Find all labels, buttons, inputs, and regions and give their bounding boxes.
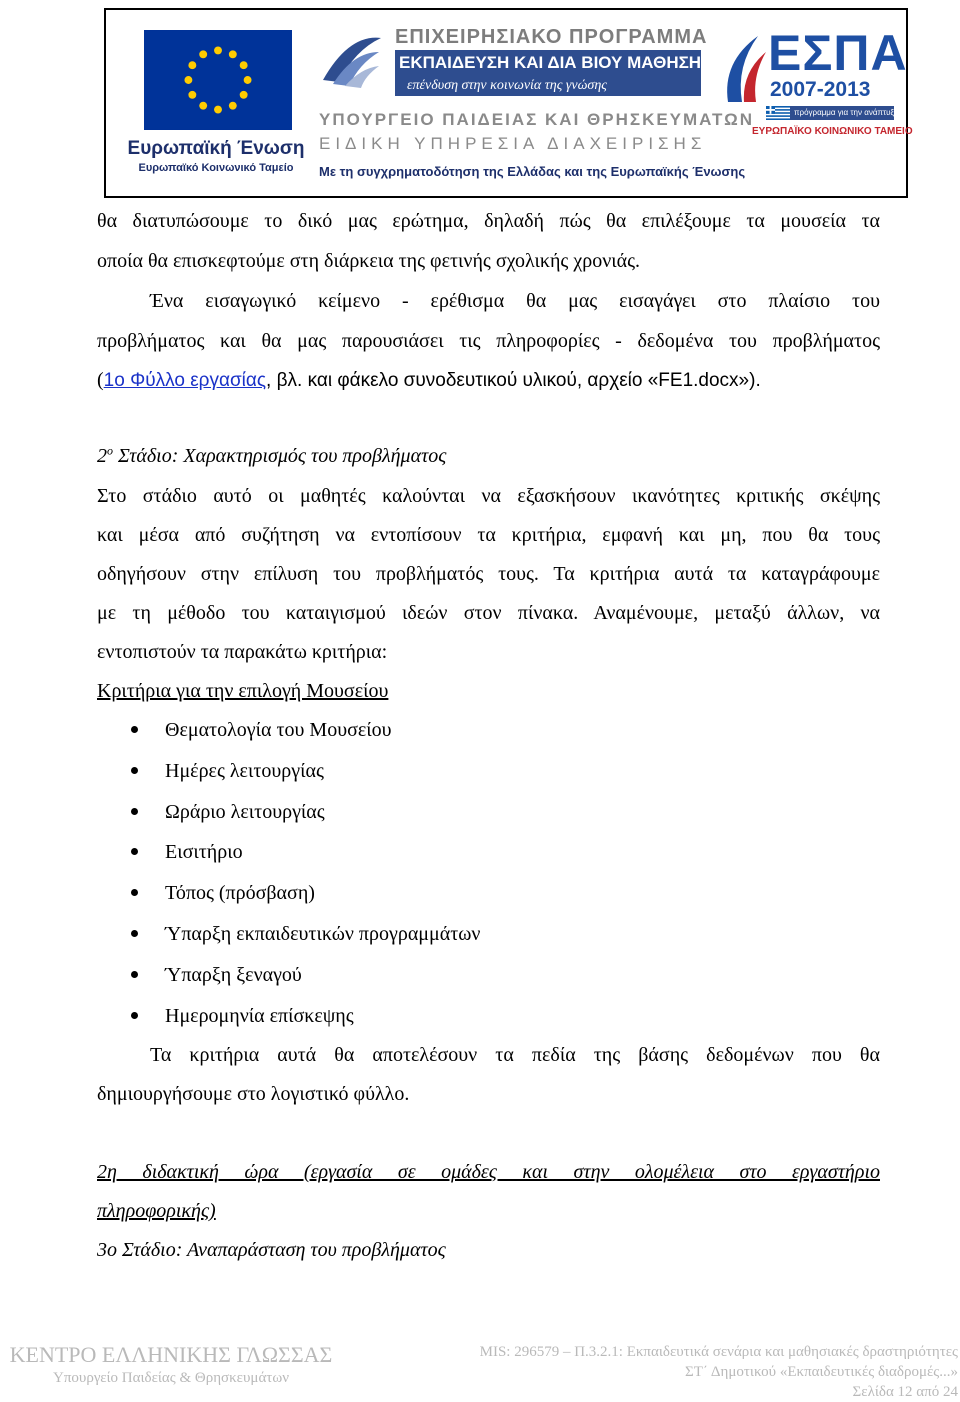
hour-2-heading-line-2	[97, 1191, 880, 1231]
bullet-icon	[131, 767, 138, 774]
greek-flag-icon	[766, 106, 790, 120]
list-item	[97, 996, 880, 1037]
criterion-label: Θεματολογία του Μουσείου	[165, 719, 392, 741]
espa-years: 2007-2013	[770, 78, 871, 101]
criteria-heading-text: Κριτήρια για την επιλογή Μουσείου	[97, 680, 389, 702]
bullet-icon	[131, 1012, 138, 1019]
page-number: Σελίδα 12 από 24	[852, 1384, 958, 1400]
list-item	[97, 955, 880, 996]
list-item	[97, 751, 880, 792]
paragraph-2-line-3	[97, 360, 880, 401]
paragraph-3-line-4: με τη μέθοδο του καταιγισμού ιδεών στον πίνακα. Αναμένουμε, μεταξύ άλλων, να	[97, 602, 880, 624]
hour-2-heading-line-1: 2η διδακτική ώρα (εργασία σε ομάδες και στην ολομέλεια στο εργαστήριο	[97, 1161, 880, 1183]
espa-bar: πρόγραμμα για την ανάπτυξη	[766, 106, 894, 120]
program-slogan: επένδυση στην κοινωνία της γνώσης	[395, 76, 701, 96]
criterion-label: Ύπαρξη εκπαιδευτικών προγραμμάτων	[165, 922, 481, 945]
header-banner	[104, 8, 913, 198]
paragraph-2-line-1: Ένα εισαγωγικό κείμενο - ερέθισμα θα μας εισαγάγει στο πλαίσιο του	[150, 290, 880, 312]
paragraph-1-line-2: οποία θα επισκεφτούμε στη διάρκεια της φετινής σχολικής χρονιάς.	[97, 250, 641, 272]
stage-2-number: 2	[97, 445, 107, 467]
footer-scenario: ΣΤ΄ Δημοτικού «Εκπαιδευτικές διαδρομές...»	[685, 1364, 958, 1380]
worksheet-reference: , βλ. και φάκελο συνοδευτικού υλικού, αρχείο «FE1.docx»).	[266, 370, 761, 391]
footer-ministry: Υπουργείο Παιδείας & Θρησκευμάτων	[53, 1370, 289, 1386]
ministry-title: ΥΠΟΥΡΓΕΙΟ ΠΑΙΔΕΙΑΣ ΚΑΙ ΘΡΗΣΚΕΥΜΑΤΩΝ	[319, 110, 755, 129]
espa-title: ΕΣΠΑ	[768, 25, 908, 81]
paragraph-4-line-1: Τα κριτήρια αυτά θα αποτελέσουν τα πεδία της βάσης δεδομένων που θα	[150, 1044, 880, 1066]
stage-2-heading	[97, 436, 880, 476]
criteria-heading	[97, 671, 880, 711]
list-item	[97, 792, 880, 833]
bullet-icon	[131, 930, 138, 937]
open-paren: (	[97, 369, 104, 391]
program-logo	[311, 24, 755, 184]
eu-subtitle: Ευρωπαϊκό Κοινωνικό Ταμείο	[138, 162, 294, 174]
list-item	[97, 710, 880, 751]
list-item	[97, 914, 880, 955]
page-footer	[0, 1342, 960, 1402]
eu-title: Ευρωπαϊκή Ένωση	[127, 138, 305, 159]
list-item	[97, 873, 880, 914]
bullet-icon	[131, 848, 138, 855]
program-title: ΕΠΙΧΕΙΡΗΣΙΑΚΟ ΠΡΟΓΡΑΜΜΑ	[395, 26, 708, 48]
stage-3-heading: 3ο Στάδιο: Αναπαράσταση του προβλήματος	[97, 1239, 446, 1261]
criteria-list	[97, 710, 880, 1036]
stage-2-title: Στάδιο: Χαρακτηρισμός του προβλήματος	[113, 445, 447, 467]
bullet-icon	[131, 971, 138, 978]
paragraph-3-line-3: οδηγήσουν στην επίλυση του προβλήματός τους. Τα κριτήρια αυτά τα καταγράφουμε	[97, 563, 880, 585]
paragraph-3-line-2: και μέσα από συζήτηση να εντοπίσουν τα κριτήρια, εμφανή και μη, που θα τους	[97, 524, 880, 546]
list-item	[97, 832, 880, 873]
criterion-label: Ύπαρξη ξεναγού	[165, 963, 302, 986]
worksheet-1-link[interactable]: 1ο Φύλλο εργασίας	[103, 370, 267, 391]
bullet-icon	[131, 889, 138, 896]
stage-2-ordinal: ο	[107, 443, 113, 458]
footer-mis: MIS: 296579 – Π.3.2.1: Εκπαιδευτικά σενάρια και μαθησιακές δραστηριότητες	[479, 1344, 958, 1360]
criterion-label: Τόπος (πρόσβαση)	[165, 882, 315, 905]
paragraph-2-line-2: προβλήματος και θα μας παρουσιάσει τις πληροφορίες - δεδομένα του προβλήματος	[97, 330, 880, 352]
paragraph-3-line-5: εντοπιστούν τα παρακάτω κριτήρια:	[97, 641, 388, 663]
paragraph-1-line-1: θα διατυπώσουμε το δικό μας ερώτημα, δηλαδή πώς θα επιλέξουμε τα μουσεία τα	[97, 210, 880, 232]
eu-flag-icon	[144, 30, 292, 130]
espa-fund: ΕΥΡΩΠΑΪΚΟ ΚΟΙΝΩΝΙΚΟ ΤΑΜΕΙΟ	[752, 126, 913, 137]
espa-wave-icon	[718, 32, 768, 106]
paragraph-3-line-1: Στο στάδιο αυτό οι μαθητές καλούνται να εξασκήσουν ικανότητες κριτικής σκέψης	[97, 485, 880, 507]
criterion-label: Ημέρες λειτουργίας	[165, 759, 324, 782]
bullet-icon	[131, 808, 138, 815]
footer-org: ΚΕΝΤΡΟ ΕΛΛΗΝΙΚΗΣ ΓΛΩΣΣΑΣ	[9, 1342, 333, 1367]
hour-2-heading-line-2-text: πληροφορικής)	[97, 1200, 216, 1222]
paragraph-4-line-2: δημιουργήσουμε στο λογιστικό φύλλο.	[97, 1083, 410, 1105]
bullet-icon	[131, 726, 138, 733]
criterion-label: Εισιτήριο	[165, 841, 243, 864]
espa-logo	[716, 24, 913, 154]
program-emblem-icon	[319, 30, 385, 90]
criterion-label: Ωράριο λειτουργίας	[165, 800, 325, 823]
service-title: ΕΙΔΙΚΗ ΥΠΗΡΕΣΙΑ ΔΙΑΧΕΙΡΙΣΗΣ	[319, 134, 707, 153]
cofinancing-note: Με τη συγχρηματοδότηση της Ελλάδας και της Ευρωπαϊκής Ένωσης	[319, 164, 746, 179]
program-subtitle: ΕΚΠΑΙΔΕΥΣΗ ΚΑΙ ΔΙΑ ΒΙΟΥ ΜΑΘΗΣΗ	[395, 50, 701, 76]
eu-logo	[116, 22, 306, 182]
criterion-label: Ημερομηνία επίσκεψης	[165, 1004, 354, 1027]
